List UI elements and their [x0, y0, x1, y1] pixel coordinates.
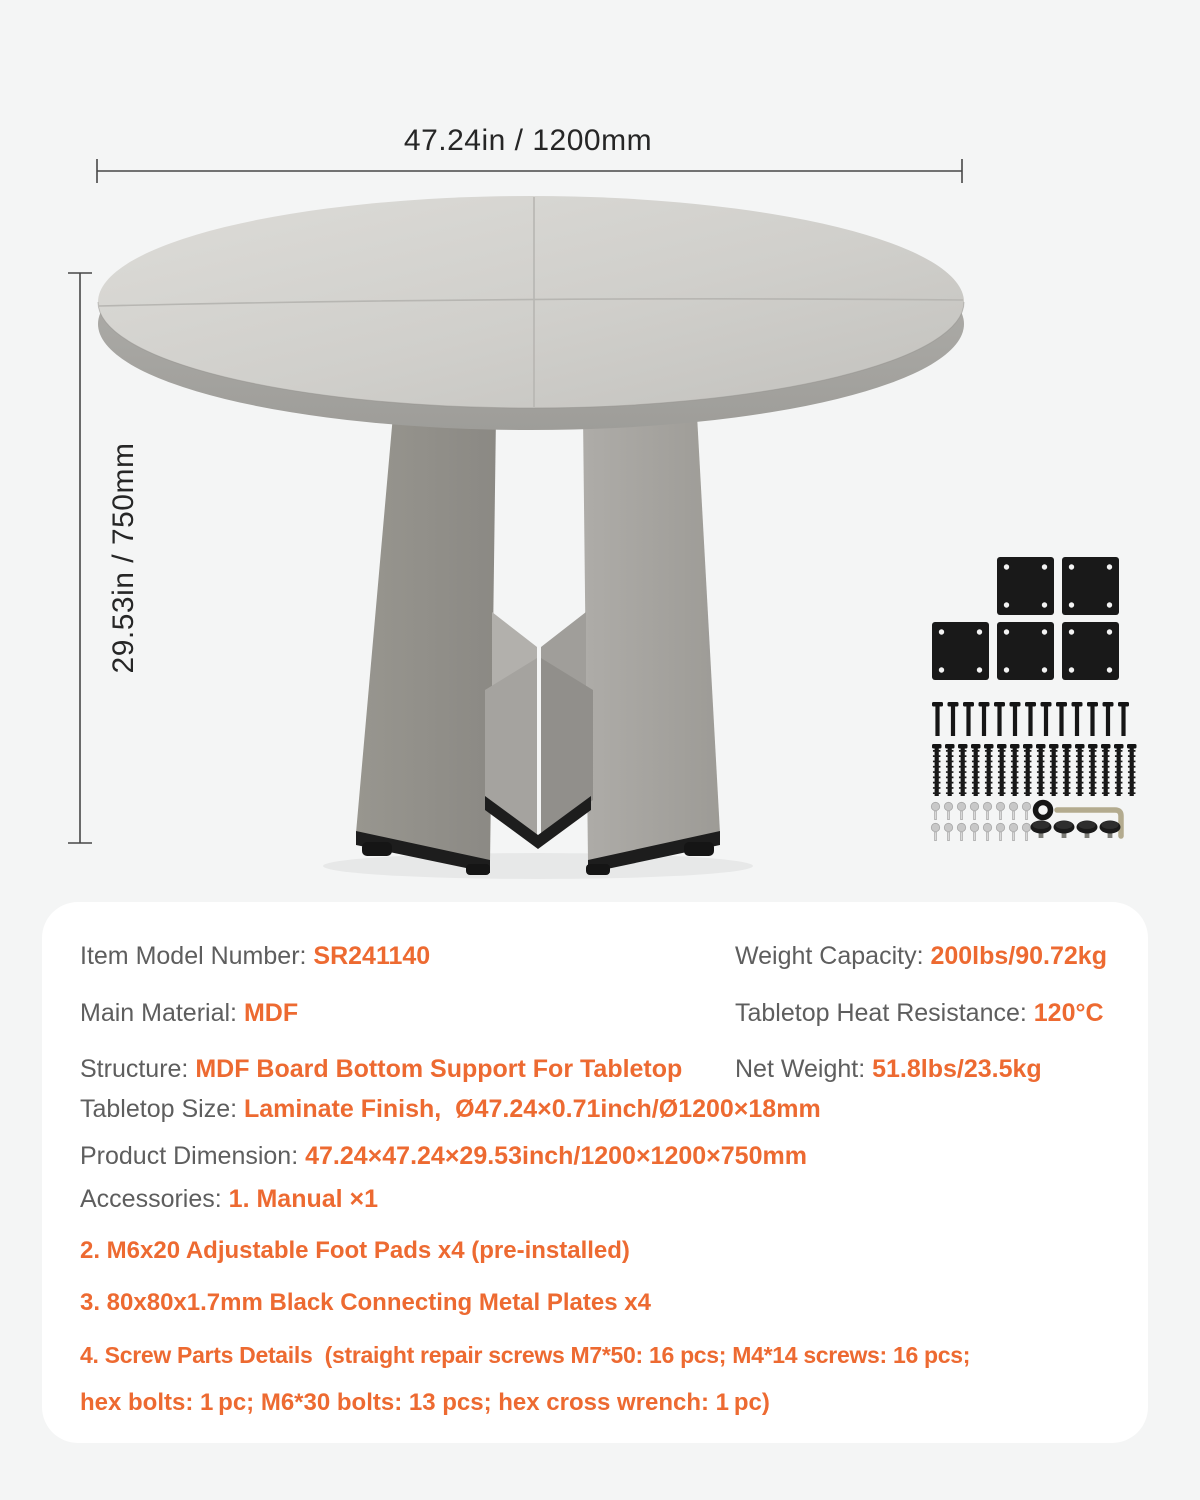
- spec-value: MDF: [243, 999, 299, 1027]
- connecting-plates-icon: [932, 557, 1119, 680]
- spec-tabletop-size: [80, 1093, 821, 1125]
- table-base: [356, 415, 720, 875]
- spec-main-material: [80, 997, 298, 1029]
- tabletop: [98, 196, 964, 430]
- floor-shadow: [323, 853, 753, 879]
- spec-value: 120°C: [1033, 999, 1104, 1027]
- spec-label: Net Weight:: [735, 1055, 873, 1083]
- spec-heat-resistance: [735, 997, 1104, 1029]
- spec-structure: [80, 1053, 682, 1085]
- height-dimension-label: 29.53in / 750mm: [107, 442, 140, 674]
- spec-panel: [42, 902, 1148, 1443]
- accessory-line-metal-plates: 3. 80x80x1.7mm Black Connecting Metal Plates x4: [80, 1289, 651, 1316]
- foot-pads-icon: [1031, 821, 1121, 839]
- spec-value: 1. Manual ×1: [228, 1185, 379, 1213]
- width-dimension-line: [97, 159, 962, 183]
- spec-weight-capacity: [735, 940, 1107, 972]
- accessory-line-screw-details-cont: hex bolts: 1 pc; M6*30 bolts: 13 pcs; hex cross wrench: 1 pc): [80, 1389, 770, 1416]
- spec-value: MDF Board Bottom Support For Tabletop: [195, 1055, 683, 1083]
- spec-value: SR241140: [313, 942, 431, 970]
- spec-label: Structure:: [80, 1055, 196, 1083]
- spec-net-weight: [735, 1053, 1042, 1085]
- spec-label: Item Model Number:: [80, 942, 314, 970]
- spec-label: Weight Capacity:: [735, 942, 931, 970]
- spec-label: Main Material:: [80, 999, 244, 1027]
- spec-value: 200lbs/90.72kg: [930, 942, 1107, 970]
- spec-product-dimension: [80, 1140, 807, 1172]
- spec-accessories: [80, 1183, 378, 1215]
- spec-label: Accessories:: [80, 1185, 229, 1213]
- accessory-line-screw-details: 4. Screw Parts Details (straight repair screws M7*50: 16 pcs; M4*14 screws: 16 pcs;: [80, 1342, 971, 1368]
- spec-value: 47.24×47.24×29.53inch/1200×1200×750mm: [305, 1142, 807, 1170]
- spec-label: Tabletop Size:: [80, 1095, 244, 1123]
- screws-icon: [932, 744, 1137, 796]
- width-dimension-label: 47.24in / 1200mm: [403, 124, 653, 157]
- hardware-kit: [931, 557, 1136, 841]
- bolts-icon: [932, 702, 1129, 736]
- spec-value: 51.8lbs/23.5kg: [872, 1055, 1042, 1083]
- height-dimension-line: [68, 273, 92, 843]
- spec-label: Product Dimension:: [80, 1142, 306, 1170]
- spec-value: Laminate Finish, Ø47.24×0.71inch/Ø1200×18mm: [244, 1095, 821, 1123]
- hex-nut-icon: [1036, 803, 1051, 818]
- accessory-line-foot-pads: 2. M6x20 Adjustable Foot Pads x4 (pre-installed): [80, 1237, 630, 1264]
- spec-label: Tabletop Heat Resistance:: [735, 999, 1034, 1027]
- small-screws-icon: [931, 802, 1030, 841]
- spec-item-model-number: [80, 940, 430, 972]
